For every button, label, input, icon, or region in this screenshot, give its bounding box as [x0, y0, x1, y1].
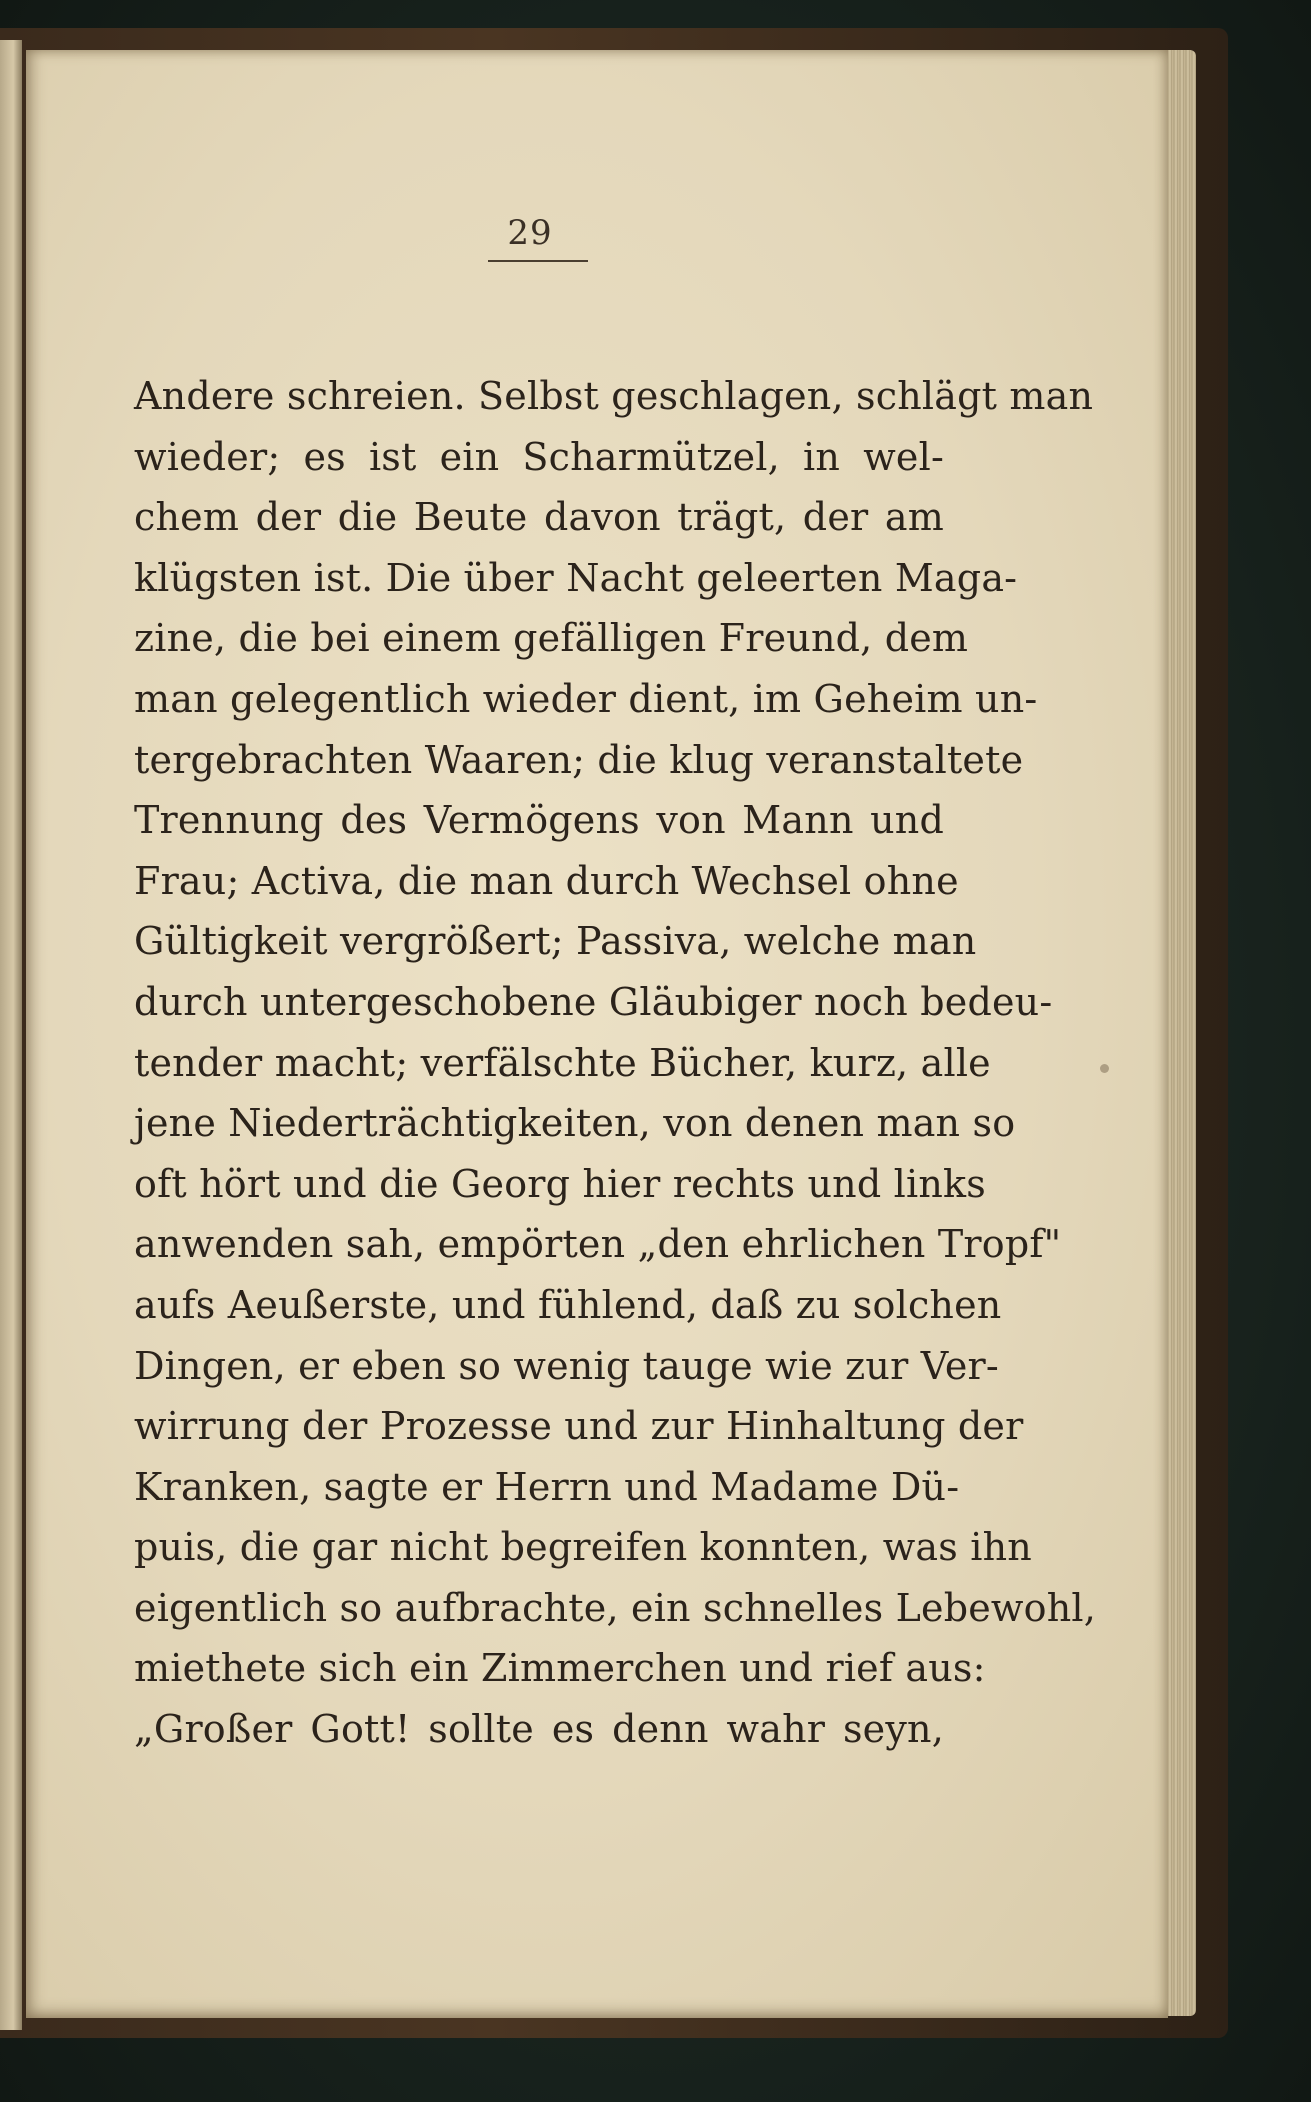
text-line: durch untergeschobene Gläubiger noch bedeu- — [134, 979, 1053, 1024]
text-line: tender macht; verfälschte Bücher, kurz, alle — [134, 1040, 991, 1085]
page-number-rule — [488, 260, 588, 262]
text-line: Frau; Activa, die man durch Wechsel ohne — [134, 858, 959, 903]
left-page-edge — [0, 40, 22, 2030]
text-line: zine, die bei einem gefälligen Freund, dem — [134, 616, 969, 661]
text-line: „Großer Gott! sollte es denn wahr seyn, — [134, 1707, 944, 1752]
text-line: aufs Aeußerste, und fühlend, daß zu solchen — [134, 1282, 1002, 1327]
text-line: anwenden sah, empörten „den ehrlichen Tropf" — [134, 1222, 1062, 1267]
text-line: Dingen, er eben so wenig tauge wie zur Ver- — [134, 1343, 999, 1388]
text-line: eigentlich so aufbrachte, ein schnelles Lebewohl, — [134, 1585, 1097, 1630]
text-line: puis, die gar nicht begreifen konnten, was ihn — [134, 1525, 1032, 1570]
body-text — [134, 366, 1097, 1760]
text-line: jene Niederträchtigkeiten, von denen man so — [134, 1101, 1016, 1146]
text-line: man gelegentlich wieder dient, im Geheim un- — [134, 676, 1038, 721]
text-line: Trennung des Vermögens von Mann und — [134, 798, 944, 843]
page-number: 29 — [507, 213, 553, 253]
text-line: oft hört und die Georg hier rechts und links — [134, 1161, 986, 1206]
book-page — [26, 50, 1168, 2018]
text-line: Gültigkeit vergrößert; Passiva, welche man — [134, 919, 977, 964]
text-line: wirrung der Prozesse und zur Hinhaltung der — [134, 1404, 1024, 1449]
text-line: tergebrachten Waaren; die klug veranstaltete — [134, 737, 1024, 782]
text-line: chem der die Beute davon trägt, der am — [134, 495, 944, 540]
text-line: Kranken, sagte er Herrn und Madame Dü- — [134, 1464, 960, 1509]
paper-blemish — [1100, 1064, 1109, 1073]
text-line: Andere schreien. Selbst geschlagen, schlägt man — [134, 374, 1094, 418]
text-line: klügsten ist. Die über Nacht geleerten Maga- — [134, 555, 1018, 600]
text-line: miethete sich ein Zimmerchen und rief aus: — [134, 1646, 986, 1691]
text-line: wieder; es ist ein Scharmützel, in wel- — [134, 434, 944, 479]
